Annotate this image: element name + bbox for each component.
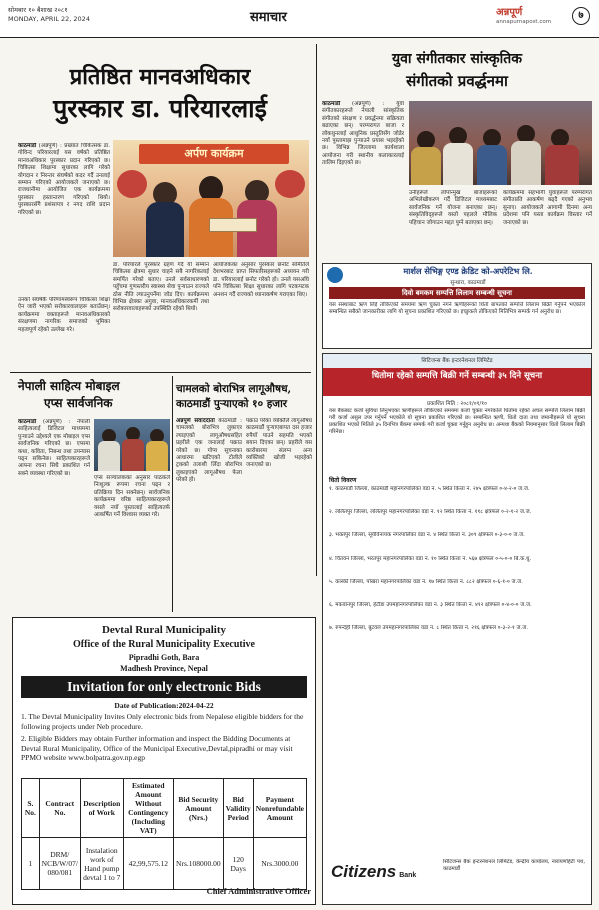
page-number: ७ [572,7,590,25]
col-header-description: Description of Work [80,779,123,838]
story3-headline [18,378,168,412]
flower-decoration [275,170,305,198]
story3-body-a: (अन्नपूर्ण) : नेपाली साहित्यलाई डिजिटल माध्यममा पुर्‍याउने उद्देश्यले एक मोबाइल एप्स सार्वजनिक गरिएको छ। एप्समा कथा, कविता, निबन्ध तथा उपन्यास पढ्न सकिनेछ। साहित्यकारहरूले आफ्ना रचना सिधै प्रकाशित गर्न सक्ने व्यवस्था गरिएको छ। [18,419,90,477]
bank-item: ५. कास्की जिल्ला, पोखरा महानगरपालिका वडा नं. १७ स्थित कित्ता नं. ८८२ क्षेत्रफल ०-६-१-० ज.ज. [329,578,523,585]
story2-headline-line2: संगीतको प्रवर्द्धनमा [406,72,508,90]
bank-notice-intro: सिटिजन्स बैंक इन्टरनेशनल लिमिटेड [323,354,591,368]
story1-banner-text: अर्पण कार्यक्रम [184,147,244,160]
story2-photo [409,101,592,185]
story3-column-2: एप्स सञ्चालकका अनुसार पाठकले निःशुल्क रूपमा रचना पढ्न र प्रतिक्रिया दिन सक्नेछन्। सार्वजनिक कार्यक्रममा वरिष्ठ साहित्यकारहरूले यसले नयाँ पुस्तालाई साहित्यतर्फ आकर्षित गर्ने विश्वास व्यक्त गरे। [94,475,170,519]
bid-address-2: Madhesh Province, Nepal [120,664,208,673]
person-body [545,145,579,185]
bank-item: ७. रुपन्देही जिल्ला, बुटवल उपमहानगरपालिका वडा नं. ८ स्थित कित्ता नं. २१६ क्षेत्रफल ०-३-२-१ ज.ज. [329,625,528,632]
bid-table-header-row [22,779,307,838]
column-divider [172,376,173,612]
story1-photo [113,140,309,257]
col-header-estimate: Estimated Amount Without Contingency (Including VAT) [123,779,173,838]
person-body [146,441,168,471]
story3-headline-line2: एप्स सार्वजनिक [44,396,113,410]
story3-photo [94,419,170,471]
bank-notice-date: प्रकाशित मिति : २०८१/०१/१० [426,401,488,407]
date-nepali: सोमबार १० बैशाख २०८१ [8,6,68,14]
coop-notice [322,263,592,349]
cell-payment: Nrs.3000.00 [253,838,306,890]
coop-notice-body: यस संस्थाबाट ऋण लिई तोकिएको समयमा ऋण चुक्ता नगर्ने ऋणीहरूको धितो बापतको सम्पत्ति लिलाम बिक्री गर्नुपर्ने भएकोले सम्बन्धित सबैको जानकारीका लागि यो सूचना प्रकाशित गरिएको छ। इच्छुकले तोकिएको मितिभित्र सम्पर्क गर्न अनुरोध छ। [329,302,585,315]
story4-dateline: अन्नपूर्ण संवाददाता [176,418,215,424]
col-header-payment: Payment Nonrefundable Amount [253,779,306,838]
story1-column-4: उनको संघर्षकै परिणामस्वरूप चिकित्सा शिक्षा ऐन जारी भएको सरोकारवालाहरू बताउँछन्। कार्यक्रममा वक्ताहरूले मानवअधिकारको संरक्षणमा नागरिक समाजको भूमिका महत्वपूर्ण रहेको उल्लेख गरे। [18,297,110,333]
website-link[interactable]: annapurnapost.com [496,19,552,25]
coop-notice-title: दिवो बमकम सम्पत्ति लिलाम सम्बन्धी सूचना [329,287,585,299]
table-row [22,838,307,890]
flower-decoration [117,170,147,198]
story2-column-1 [322,101,404,259]
bank-logo-name: Citizens [331,862,397,881]
column-divider [316,44,317,576]
story1-headline [10,62,310,126]
bank-item: ६. मकवानपुर जिल्ला, हेटौंडा उपमहानगरपालिका वडा नं. ३ स्थित कित्ता नं. ४१२ क्षेत्रफल ०-४-०-० ज.ज. [329,602,532,609]
coop-logo [327,267,343,283]
bank-item: ४. चितवन जिल्ला, भरतपुर महानगरपालिका वडा नं. १० स्थित कित्ता नं. ५६७ क्षेत्रफल ०-५-०-० बि.क.धु. [329,555,532,562]
bid-point-1: 1. The Devtal Municipality Invites Only electronic bids from Nepalese eligible bidders for the following projects under Neb procedure. [21,712,304,731]
story4-column-1 [176,418,242,612]
story1-headline-line1: प्रतिष्ठित मानवअधिकार [69,64,251,90]
person-body [511,141,541,185]
story2-column-3: कार्यक्रममा सहभागी युवाहरूले परम्परागत संगीतप्रति आकर्षण बढ्दै गएको अनुभव सुनाए। आयोजकले आगामी दिनमा अन्य प्रदेशमा पनि यस्ता कार्यक्रम विस्तार गर्ने जनाएको छ। [503,190,592,226]
bank-footer: सिटिजन्स बैंक इन्टरनेशनल लिमिटेड, केन्द्रीय कार्यालय, नारायणहिटी पथ, काठमाडौं [443,859,585,872]
story2-column-2: उनीहरूले लोपोन्मुख बाजाहरूको अभिलेखीकरण गर्दै डिजिटल माध्यमबाट सार्वजनिक गर्ने योजना बनाएका छन्। संस्कृतिविद्हरूले यस्तो पहलले मौलिक पहिचान जोगाउन मद्दत पुग्ने बताएका छन्। [409,190,497,226]
story3-dateline: काठमाडौं [18,419,37,425]
story3-headline-line1: नेपाली साहित्य मोबाइल [18,379,120,393]
coop-address: सुन्धारा, काठमाडौं [450,280,486,286]
bank-notice-body: यस बैंकबाट कर्जा सुविधा लिनुभएका ऋणीहरूले तोकिएको समयमा कर्जा चुक्ता नगरेकोले धितोमा रहेको अचल सम्पत्ति लिलाम बिक्री गरी कर्जा असुल उपर गर्नुपर्ने भएकोले यो सूचना प्रकाशित गरिएको छ। सम्बन्धित ऋणी, धितो दाता तथा जमानीहरूले यो सूचना प्रकाशित भएको मितिले ३५ दिनभित्र बैंकमा सम्पर्क गरी कर्जा चुक्ता गर्नुहुन अनुरोध छ। अन्यथा बैंकको नियमानुसार धितो लिलाम बिक्री गरिनेछ। [329,408,585,435]
person-body [146,202,184,257]
story1-body-a: (अन्नपूर्ण) : प्रख्यात चिकित्सक डा. गोविन्द परियारलाई यस वर्षको प्रतिष्ठित मानवअधिकार पुरस्कार प्रदान गरिएको छ। चिकित्सा शिक्षामा सुधारका लागि गरेको योगदान र निरन्तर संघर्षको कदर गर्दै उनलाई सम्मान गरिएको आयोजकले जनाएको छ। राजधानीमा आयोजित एक कार्यक्रममा पुरस्कार हस्तान्तरण गरिएको थियो। पुरस्कारसँगै प्रशंसापत्र र नगद राशि प्रदान गरिएको छ। [18,143,110,216]
person-body [443,143,473,185]
story4-headline-line2: काठमाडौं पुऱ्याएको १० हजार [176,398,288,410]
bid-org-name: Devtal Rural Municipality [101,624,227,636]
bank-notice [322,353,592,905]
brand-logo: अन्नपूर्ण [496,7,523,18]
cell-validity: 120 Days [223,838,253,890]
story1-column-1 [18,143,110,293]
bid-table [21,778,307,890]
person-body [98,441,120,471]
story1-dateline: काठमाडौं [18,143,37,149]
story2-headline-line1: युवा संगीतकार सांस्कृतिक [392,51,522,67]
cell-security: Nrs.108000.00 [174,838,224,890]
story2-body-a: (अन्नपूर्ण) : युवा संगीतकारहरूले नेपाली सांस्कृतिक संगीतको संरक्षण र प्रवर्द्धनमा सक्रियता बढाएका छन्। परम्परागत बाजा र लोकधुनलाई आधुनिक प्रस्तुतिसँग जोडेर नयाँ पुस्तामाझ पुर्‍याउने प्रयास भइरहेको छ। विभिन्न जिल्लामा कार्यशाला आयोजना गरी स्थानीय कलाकारलाई तालिम दिइएको छ। [322,101,404,167]
bank-notice-title: धितोमा रहेको सम्पत्ति बिक्री गर्ने सम्बन्धी ३५ दिने सूचना [323,368,591,396]
person-body [411,147,441,185]
bid-signatory: Chief Administrative Officer [206,886,311,896]
story4-headline [176,382,316,412]
bid-publication-date: Date of Publication:2024-04-22 [114,701,214,710]
bank-items-heading: धितो विवरण [329,477,357,484]
section-title: समाचार [250,10,287,25]
page-header [0,0,599,38]
bid-point-2: 2. Eligible Bidders may obtain Further information and inspect the Bidding Documents at Devtal Rural Municipality, Office of the Municipal Executive,Devtal,pipradhi or may visit PPMO website www.bolpatra.gov.np.egp [21,734,293,762]
col-header-sno: S. No. [22,779,40,838]
col-header-security: Bid Security Amount (Nrs.) [174,779,224,838]
coop-org-name: मार्शल सेभिङ्ग एण्ड क्रेडिट को-अपरेटिभ लि. [403,266,533,276]
person-body [477,145,507,185]
col-header-contract: Contract No. [39,779,80,838]
bid-table-wrap [21,778,307,890]
bank-item: ३. भक्तपुर जिल्ला, सूर्यविनायक नगरपालिका वडा नं. ४ स्थित कित्ता नं. ३०९ क्षेत्रफल ०-३-०-० ज.ज. [329,532,525,539]
col-header-validity: Bid Validity Period [223,779,253,838]
bid-title: Invitation for only electronic Bids [21,676,307,698]
bank-item: १. काठमाडौं जिल्ला, काठमाडौं महानगरपालिका वडा नं. ५ स्थित कित्ता नं. २४५ क्षेत्रफल ०-४-२-० ज.ज. [329,486,530,492]
bank-item: २. ललितपुर जिल्ला, ललितपुर महानगरपालिका वडा नं. १२ स्थित कित्ता नं. ११८ क्षेत्रफल ०-२-१-२ ज.ज. [329,509,532,516]
certificate [209,218,257,232]
story3-column-1 [18,419,90,611]
dateline-block [8,6,90,24]
cell-contract: DRM/ NCB/W/07/ 080/081 [39,838,80,890]
story4-column-2: पक्राउ परेका व्यक्तिले लागूऔषध काठमाडौं पुर्‍याएबापत दस हजार रुपैयाँ पाउने सहमति भएको बयान दिएका छन्। प्रहरीले यस कारोबारमा संलग्न अन्य व्यक्तिको खोजी भइरहेको जनाएको छ। [246,418,312,469]
story2-dateline: काठमाडौं [322,101,341,107]
bid-notice [12,617,316,905]
divider [10,372,311,373]
bid-address-1: Pipradhi Goth, Bara [128,653,200,662]
story1-column-2: डा. परियारले पुरस्कार ग्रहण गर्दै यो सम्मान चिकित्सा क्षेत्रमा सुधार चाहने सबै नागरिकलाई समर्पित गरेको बताए। उनले सर्वसाधारणको पहुँचमा गुणस्तरीय स्वास्थ्य सेवा पुर्‍याउन राज्यले ठोस नीति ल्याउनुपर्नेमा जोड दिए। कार्यक्रममा विभिन्न क्षेत्रका अगुवा, मानवअधिकारकर्मी तथा सरोकारवालाहरूको उपस्थिति रहेको थियो। [113,262,209,313]
bid-office-name: Office of the Rural Municipality Executive [73,639,255,650]
bank-logo [331,862,416,882]
person-body [122,439,144,471]
cell-estimate: 42,99,575.12 [123,838,173,890]
bank-items-list [329,486,585,846]
date-english: MONDAY, APRIL 22, 2024 [8,15,90,23]
cell-sno: 1 [22,838,40,890]
story1-column-3: आयोजकका अनुसार पुरस्कार छनोट समितिले देशभरबाट प्राप्त सिफारिसहरूको अध्ययन गरी डा. परियारलाई छनोट गरेको हो। उनले यसअघि पनि चिकित्सा शिक्षा सुधारका लागि पटकपटक अनशन गर्दै राज्यको ध्यानाकर्षण गराएका थिए। [213,262,309,298]
story1-headline-line2: पुरस्कार डा. परियारलाई [53,94,267,123]
story4-body-a: काठमाडौं : चामलको बोराभित्र लुकाएर ल्याइएको लागूऔषधसहित प्रहरीले एक जनालाई पक्राउ गरेको छ। गोप्य सूचनाका आधारमा खटिएको टोलीले ट्रकको तलाशी लिँदा बोराभित्र लुकाइएको लागूऔषध फेला परेको हो। [176,418,242,484]
story4-headline-line1: चामलको बोराभित्र लागूऔषध, [176,383,292,395]
cell-description: Instalation work of Hand pump devtal 1 to 7 [80,838,123,890]
story2-headline [322,48,592,92]
bank-logo-suffix: Bank [399,872,417,879]
